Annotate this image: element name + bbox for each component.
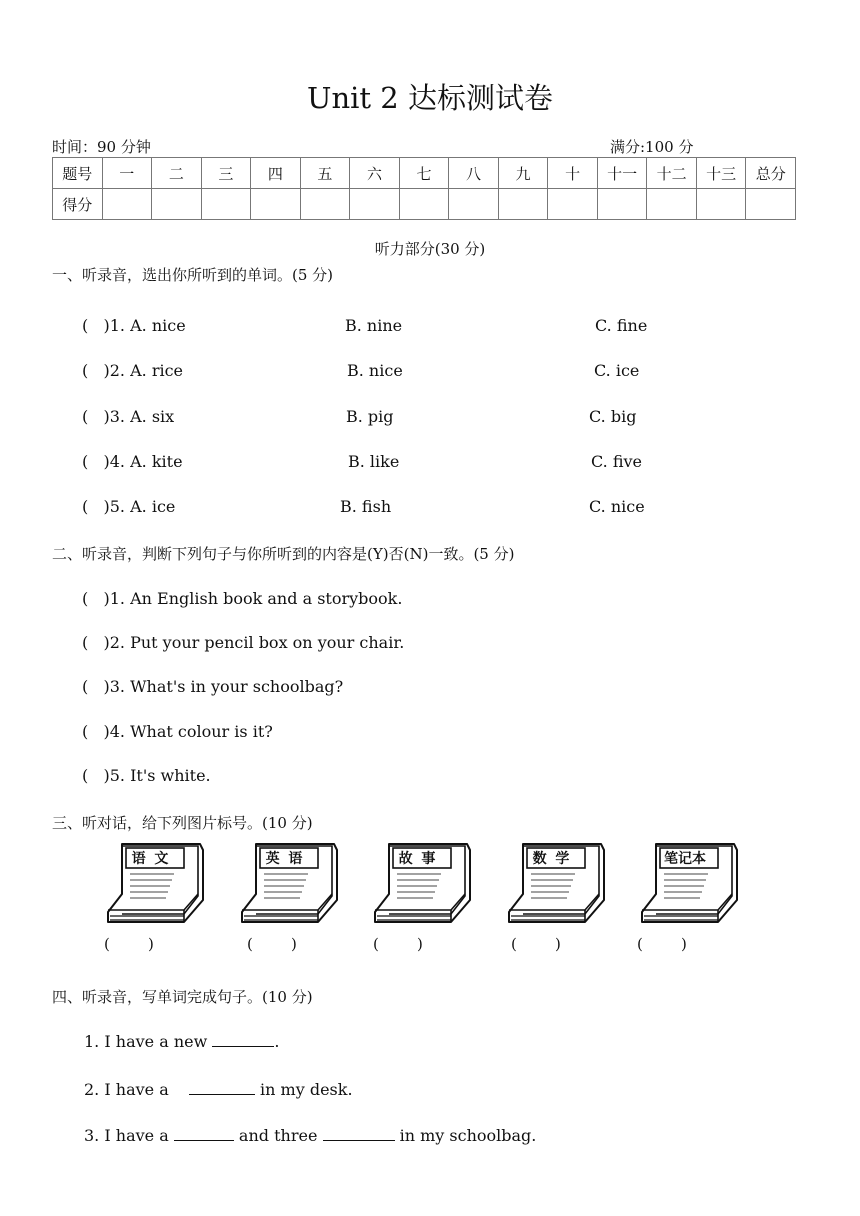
s1-q4-c: C. five — [591, 452, 643, 471]
score-cell[interactable] — [597, 189, 647, 220]
score-table-header-row — [53, 158, 796, 189]
s1-q1-c: C. fine — [595, 316, 648, 335]
s4-s3-text: 3. I have a — [84, 1126, 169, 1145]
page-title: Unit 2 达标测试卷 — [307, 81, 553, 115]
s1-q3: ( )3. A. six — [82, 407, 175, 426]
s1-q1: ( )1. A. nice — [82, 316, 186, 335]
s4-sentence-3 — [84, 1126, 536, 1145]
s2-item-5: ( )5. It's white. — [82, 766, 211, 785]
answer-paren[interactable]: ( ) — [247, 935, 297, 953]
book-picture-chinese — [100, 838, 210, 928]
score-cell[interactable] — [300, 189, 350, 220]
score-table-header: 八 — [449, 158, 499, 189]
book-picture-english — [234, 838, 344, 928]
score-table-header: 七 — [399, 158, 449, 189]
s1-q5-c: C. nice — [589, 497, 645, 516]
s1-q4: ( )4. A. kite — [82, 452, 183, 471]
section3-heading: 三、听对话，给下列图片标号。(10 分) — [52, 814, 313, 832]
listening-heading: 听力部分(30 分) — [374, 240, 486, 258]
book-picture-notebook — [634, 838, 744, 928]
score-table-header: 一 — [102, 158, 152, 189]
time-label: 时间：90 分钟 — [52, 138, 151, 156]
score-table-header: 题号 — [53, 158, 103, 189]
score-table-header: 总分 — [746, 158, 796, 189]
s1-q1-b: B. nine — [345, 316, 403, 335]
s4-s1-text: 1. I have a new — [84, 1032, 208, 1051]
score-cell[interactable] — [696, 189, 746, 220]
score-row-label: 得分 — [53, 189, 103, 220]
s1-q2-c: C. ice — [594, 361, 640, 380]
s2-item-2: ( )2. Put your pencil box on your chair. — [82, 633, 405, 652]
section4-heading: 四、听录音，写单词完成句子。(10 分) — [52, 988, 313, 1006]
s4-s2-end: in my desk. — [260, 1080, 353, 1099]
score-cell[interactable] — [102, 189, 152, 220]
s1-q3-c: C. big — [589, 407, 637, 426]
score-table — [52, 157, 796, 220]
score-cell[interactable] — [746, 189, 796, 220]
score-label: 满分:100 分 — [610, 138, 694, 156]
s4-s3-mid: and three — [238, 1126, 318, 1145]
book-label: 故 事 — [398, 851, 438, 867]
answer-paren[interactable]: ( ) — [104, 935, 154, 953]
section2-heading: 二、听录音，判断下列句子与你所听到的内容是(Y)否(N)一致。(5 分) — [52, 545, 515, 563]
s2-item-4: ( )4. What colour is it? — [82, 722, 273, 741]
score-table-header: 六 — [350, 158, 400, 189]
s4-s3-end: in my schoolbag. — [399, 1126, 537, 1145]
s2-item-3: ( )3. What's in your schoolbag? — [82, 677, 344, 696]
score-cell[interactable] — [350, 189, 400, 220]
book-label: 英 语 — [265, 851, 305, 867]
book-picture-story — [367, 838, 477, 928]
score-cell[interactable] — [449, 189, 499, 220]
s1-q2-b: B. nice — [347, 361, 403, 380]
score-table-header: 三 — [201, 158, 251, 189]
book-label: 语 文 — [131, 851, 171, 867]
fill-blank[interactable] — [174, 1126, 234, 1141]
score-table-header: 十二 — [647, 158, 697, 189]
score-table-score-row — [53, 189, 796, 220]
book-label: 数 学 — [532, 851, 572, 867]
answer-paren[interactable]: ( ) — [637, 935, 687, 953]
score-cell[interactable] — [251, 189, 301, 220]
score-table-header: 九 — [498, 158, 548, 189]
book-label: 笔记本 — [664, 851, 706, 867]
score-table-header: 二 — [152, 158, 202, 189]
s2-item-1: ( )1. An English book and a storybook. — [82, 589, 403, 608]
score-cell[interactable] — [201, 189, 251, 220]
s1-q4-b: B. like — [348, 452, 400, 471]
score-cell[interactable] — [548, 189, 598, 220]
book-picture-maths — [501, 838, 611, 928]
s1-q5-b: B. fish — [340, 497, 392, 516]
score-cell[interactable] — [647, 189, 697, 220]
section1-heading: 一、听录音，选出你所听到的单词。(5 分) — [52, 266, 334, 284]
s1-q5: ( )5. A. ice — [82, 497, 176, 516]
answer-paren[interactable]: ( ) — [373, 935, 423, 953]
score-cell[interactable] — [152, 189, 202, 220]
fill-blank[interactable] — [323, 1126, 395, 1141]
score-table-header: 四 — [251, 158, 301, 189]
answer-paren[interactable]: ( ) — [511, 935, 561, 953]
s4-sentence-1 — [84, 1032, 279, 1051]
score-cell[interactable] — [498, 189, 548, 220]
s1-q3-b: B. pig — [346, 407, 394, 426]
s1-q2: ( )2. A. rice — [82, 361, 184, 380]
s4-s1-end: . — [274, 1032, 280, 1051]
score-table-header: 十 — [548, 158, 598, 189]
score-table-header: 十一 — [597, 158, 647, 189]
fill-blank[interactable] — [189, 1080, 255, 1095]
score-cell[interactable] — [399, 189, 449, 220]
score-table-header: 十三 — [696, 158, 746, 189]
s4-s2-text: 2. I have a — [84, 1080, 169, 1099]
fill-blank[interactable] — [212, 1032, 274, 1047]
score-table-header: 五 — [300, 158, 350, 189]
s4-sentence-2 — [84, 1080, 353, 1099]
